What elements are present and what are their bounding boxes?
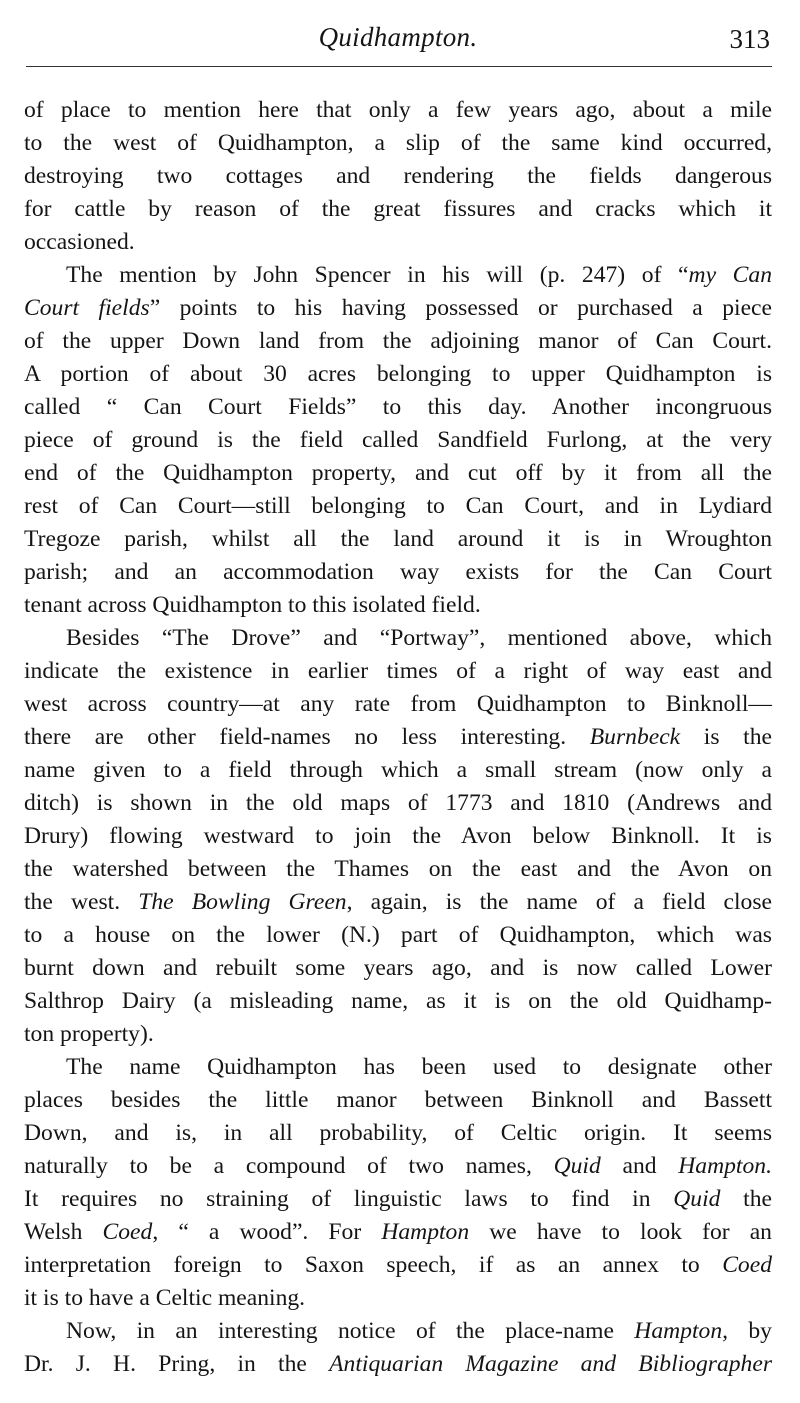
text-line: A portion of about 30 acres belonging to upper Quidhampton is [24, 361, 772, 387]
paragraph [24, 1051, 772, 1315]
book-page [24, 0, 772, 1381]
text-line: of place to mention here that only a few years ago, about a mile [24, 97, 772, 123]
text-line: called “ Can Court Fields” to this day. Another incongruous [24, 394, 772, 420]
text-line: ditch) is shown in the old maps of 1773 and 1810 (Andrews and [24, 790, 772, 816]
text-line: to the west of Quidhampton, a slip of the same kind occurred, [24, 130, 772, 156]
text-line: Salthrop Dairy (a misleading name, as it is on the old Quidhamp- [24, 988, 772, 1014]
text-run: Now, in an interesting notice of the place-name [66, 1318, 635, 1344]
italic-run: Hampton. [678, 1153, 772, 1179]
text-line: Drury) flowing westward to join the Avon below Binknoll. It is [24, 823, 772, 849]
text-line: tenant across Quidhampton to this isolated field. [24, 592, 481, 618]
text-line: places besides the little manor between Binknoll and Bassett [24, 1087, 772, 1113]
text-line [24, 1150, 772, 1183]
text-line: Down, and is, in all probability, of Celtic origin. It seems [24, 1120, 772, 1146]
text-line: for cattle by reason of the great fissures and cracks which it [24, 196, 772, 222]
text-line: occasioned. [24, 229, 135, 255]
text-run: is the [680, 724, 772, 750]
italic-run: Court fields [24, 295, 150, 321]
text-run: Dr. J. H. Pring, in the [24, 1351, 330, 1377]
text-line [24, 1216, 772, 1249]
text-line: the watershed between the Thames on the east and the Avon on [24, 856, 772, 882]
text-run: there are other field-names no less interesting. [24, 724, 590, 750]
text-line: The name Quidhampton has been used to designate other [66, 1054, 772, 1080]
paragraph [24, 1315, 772, 1381]
text-line [24, 721, 772, 754]
text-run: the [720, 1186, 772, 1212]
text-run: The mention by John Spencer in his will (p. 247) of “ [66, 262, 689, 288]
header-rule [26, 66, 772, 67]
text-line [24, 1315, 772, 1348]
text-run: , “ a wood”. For [152, 1219, 382, 1245]
italic-run: Coed [102, 1219, 153, 1245]
paragraph [24, 259, 772, 622]
text-run: we have to look for an [469, 1219, 772, 1245]
italic-run: The Bowling Green [138, 889, 347, 915]
running-title: Quidhampton. [318, 22, 478, 52]
text-line: to a house on the lower (N.) part of Quidhampton, which was [24, 922, 772, 948]
text-run: interpretation foreign to Saxon speech, if as an annex to [24, 1252, 723, 1278]
text-line [24, 292, 772, 325]
italic-run: Quid [673, 1186, 721, 1212]
text-run: Welsh [24, 1219, 103, 1245]
text-line: indicate the existence in earlier times of a right of way east and [24, 658, 772, 684]
text-line: it is to have a Celtic meaning. [24, 1285, 306, 1311]
text-line: rest of Can Court—still belonging to Can Court, and in Lydiard [24, 493, 772, 519]
text-line [24, 259, 772, 292]
text-line: of the upper Down land from the adjoining manor of Can Court. [24, 328, 772, 354]
text-run: by [728, 1318, 772, 1344]
text-line: west across country—at any rate from Quidhampton to Binknoll— [24, 691, 772, 717]
text-line: end of the Quidhampton property, and cut off by it from all the [24, 460, 772, 486]
text-line [24, 886, 772, 919]
text-run: It requires no straining of linguistic laws to find in [24, 1186, 674, 1212]
text-line: ton property). [24, 1021, 154, 1047]
text-line: Besides “The Drove” and “Portway”, mentioned above, which [66, 625, 772, 651]
text-run: and [600, 1153, 679, 1179]
text-line [24, 1183, 772, 1216]
text-line: piece of ground is the field called Sandfield Furlong, at the very [24, 427, 772, 453]
italic-run: Hampton, [634, 1318, 729, 1344]
text-line: name given to a field through which a small stream (now only a [24, 757, 772, 783]
italic-run: Quid [553, 1153, 601, 1179]
italic-run: Burnbeck [589, 724, 681, 750]
text-line: Tregoze parish, whilst all the land around it is in Wroughton [24, 526, 772, 552]
text-line [24, 1348, 772, 1381]
text-line: burnt down and rebuilt some years ago, and is now called Lower [24, 955, 772, 981]
page-header [24, 0, 772, 68]
text-line: destroying two cottages and rendering the fields dangerous [24, 163, 772, 189]
text-line: parish; and an accommodation way exists for the Can Court [24, 559, 772, 585]
paragraph [24, 622, 772, 1051]
text-line [24, 1249, 772, 1282]
body-text [24, 94, 772, 1381]
text-run: the west. [24, 889, 139, 915]
text-run: naturally to be a compound of two names, [24, 1153, 554, 1179]
italic-run: Antiquarian Magazine and Bibliographer [329, 1351, 773, 1377]
italic-run: Coed [722, 1252, 772, 1278]
italic-run: my Can [688, 262, 772, 288]
text-run: ” points to his having possessed or purchased a piece [149, 295, 772, 321]
text-run: , again, is the name of a field close [346, 889, 772, 915]
italic-run: Hampton [381, 1219, 470, 1245]
paragraph [24, 94, 772, 259]
page-number: 313 [729, 24, 770, 54]
